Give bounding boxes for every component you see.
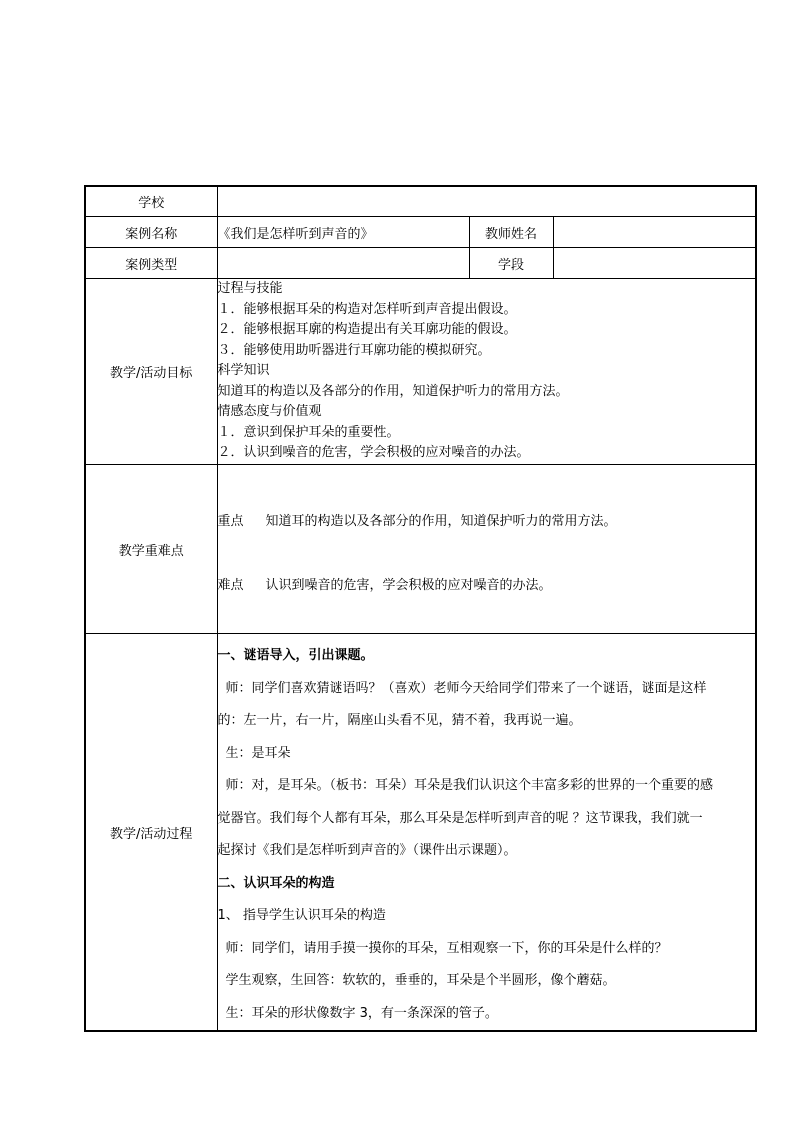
- goals-heading-knowledge: 科学知识: [217, 363, 270, 378]
- case-name-value: 《我们是怎样听到声音的》: [217, 217, 469, 248]
- key-points-content: [217, 465, 756, 634]
- row-school: [85, 186, 756, 217]
- stage-label: 学段: [469, 248, 553, 279]
- key-point-text: 知道耳的构造以及各部分的作用，知道保护听力的常用方法。: [265, 514, 617, 529]
- key-point-tag: 重点: [217, 514, 244, 529]
- teacher-value: [553, 217, 756, 248]
- goals-heading-attitude: 情感态度与价值观: [217, 404, 322, 419]
- key-point-line: [218, 510, 756, 529]
- difficulty-text: 认识到噪音的危害，学会积极的应对噪音的办法。: [265, 578, 552, 593]
- process-paragraph: 1、 指导学生认识耳朵的构造: [217, 908, 386, 923]
- row-case-name: [85, 217, 756, 248]
- process-paragraph: 生：耳朵的形状像数字 3，有一条深深的管子。: [225, 1005, 498, 1021]
- goals-label: 教学/活动目标: [85, 279, 217, 465]
- goals-item: ２．认识到噪音的危害，学会积极的应对噪音的办法。: [217, 445, 530, 460]
- process-paragraph: 学生观察，生回答：软软的，垂垂的，耳朵是个半圆形，像个蘑菇。: [225, 973, 616, 988]
- process-paragraph: 师：同学们喜欢猜谜语吗？（喜欢）老师今天给同学们带来了一个谜语，谜面是这样: [225, 680, 707, 696]
- school-value: [217, 186, 756, 217]
- row-process: [85, 634, 756, 1032]
- difficulty-tag: 难点: [217, 578, 244, 593]
- goals-item: ３．能够使用助听器进行耳廓功能的模拟研究。: [217, 342, 491, 358]
- process-heading-2: 二、认识耳朵的构造: [217, 875, 335, 891]
- teacher-label: 教师姓名: [469, 217, 553, 248]
- lesson-plan-table: [84, 185, 757, 1032]
- process-heading-1: 一、谜语导入，引出课题。: [217, 648, 374, 663]
- case-name-label: 案例名称: [85, 217, 217, 248]
- row-goals: [85, 279, 756, 465]
- process-paragraph: 生：是耳朵: [225, 745, 291, 761]
- process-paragraph: 的：左一片，右一片，隔座山头看不见，猜不着，我再说一遍。: [217, 713, 582, 728]
- goals-content: [217, 279, 756, 465]
- goals-item: 知道耳的构造以及各部分的作用，知道保护听力的常用方法。: [217, 383, 569, 399]
- process-paragraph: 觉器官。我们每个人都有耳朵，那么耳朵是怎样听到声音的呢 ？这节课我，我们就一: [217, 810, 703, 826]
- process-paragraph: 师：对，是耳朵。（板书：耳朵）耳朵是我们认识这个丰富多彩的世界的一个重要的感: [225, 778, 714, 793]
- school-label: 学校: [85, 186, 217, 217]
- key-points-label: 教学重难点: [85, 465, 217, 634]
- goals-item: ２．能够根据耳廓的构造提出有关耳廓功能的假设。: [217, 322, 517, 337]
- process-paragraph: 师：同学们，请用手摸一摸你的耳朵，互相观察一下，你的耳朵是什么样的？: [225, 940, 668, 956]
- row-case-type: [85, 248, 756, 279]
- row-key-points: [85, 465, 756, 634]
- goals-item: １．能够根据耳朵的构造对怎样听到声音提出假设。: [217, 301, 517, 317]
- stage-value: [553, 248, 756, 279]
- process-paragraph: 起探讨《我们是怎样听到声音的》（课件出示课题）。: [217, 843, 517, 858]
- goals-heading-skills: 过程与技能: [217, 281, 283, 296]
- case-type-value: [217, 248, 469, 279]
- process-label: 教学/活动过程: [85, 634, 217, 1032]
- difficulty-line: [218, 574, 756, 593]
- goals-item: １．意识到保护耳朵的重要性。: [217, 424, 400, 440]
- process-content: [217, 634, 756, 1032]
- case-type-label: 案例类型: [85, 248, 217, 279]
